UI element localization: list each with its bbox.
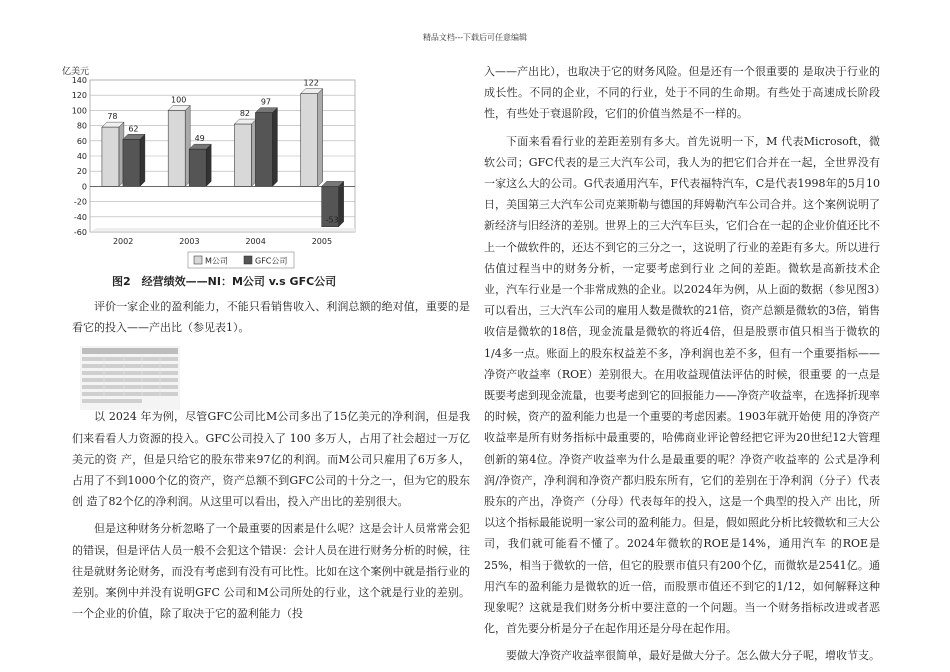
bar <box>301 94 318 187</box>
left-column <box>72 296 470 624</box>
bar <box>234 124 251 186</box>
right-column <box>484 61 880 667</box>
data-label: 62 <box>128 124 139 134</box>
bar <box>255 113 272 187</box>
y-tick-label: 0 <box>81 182 87 192</box>
y-tick-label: -60 <box>73 228 87 237</box>
legend-label: M公司 <box>205 256 228 266</box>
bar <box>102 127 119 186</box>
figure-caption: 图2 经营绩效——NI：M公司 v.s GFC公司 <box>112 275 337 288</box>
x-tick-label: 2005 <box>311 237 333 246</box>
bar <box>189 149 206 186</box>
y-tick-label: 80 <box>76 121 87 131</box>
right-paragraph-2: 要做大净资产收益率很简单，最好是做大分子。怎么做大分子呢，增收节支。 <box>506 649 880 663</box>
y-tick-label: 40 <box>76 152 87 161</box>
y-tick-label: 120 <box>71 91 87 101</box>
y-tick-label: -20 <box>73 197 87 207</box>
x-tick-label: 2003 <box>179 237 200 246</box>
legend-swatch <box>244 256 252 264</box>
data-label: 100 <box>171 95 187 105</box>
bar <box>123 139 140 186</box>
right-paragraph-0: 入——产出比），也取决于它的财务风险。但是还有一个很重要的 是取决于行业的成长性。不同的企业，不同的行业，处于不同的生命期。有些处于高速成长阶段性，有些处于衰退阶段，它们的价值当然是不一样的。 <box>484 65 880 121</box>
x-tick-label: 2002 <box>112 237 134 246</box>
bar-side <box>206 144 211 186</box>
y-tick-label: 20 <box>76 167 87 177</box>
data-label: 82 <box>239 109 251 119</box>
right-paragraph-1: 下面来看看行业的差距差别有多大。首先说明一下，M 代表Microsoft，微软公司；GFC代表的是三大汽车公司，我人为的把它们合并在一起，全世界没有一家这么大的公司。G代表通用汽车，F代表福特汽车，C是代表1998年的5月10日，美国第三大汽车公司克莱斯勒与德国的拜姆勒汽车公司合并。这个案例说明了新经济与旧经济的差别。世界上的三大汽车巨头，它们合在一起的企业价值还比不上一个做软件的，还达不到它的三分之一，这说明了行业的差距有多大。所以进行估值过程当中的财务分析，一定要考虑到行业 之间的差距。微软是高新技术企业，汽车行业是一个非常成熟的企业。以2024年为例，从上面的数据（参见图3）可以看出，三大汽车公司的雇用人数是微软的21倍，资产总额是微软的3倍，销售收信是微软的18倍，现金流量是微软的将近4倍，但是股票市值只相当于微软的1/4多一点。账面上的股东权益差不多，净利润也差不多，但有一个重要指标——净资产收益率（ROE）差别很大。在用收益现值法评估的时候，很重要 的一点是既要考虑到现金流量，也要考虑到它的回报能力——净资产收益率，在选择折现率的时候，资产的盈利能力也是一个重要的考虑因素。1903年就开始使 用的净资产收益率是所有财务指标中最重要的，哈佛商业评论曾经把它评为20世纪12大管理创新的第4位。净资产收益率为什么是最重要的呢？净资产收益率的 公式是净利润/净资产，净利润和净资产都归股东所有，它们的差别在于净利润（分子）代表股东的产出，净资产（分母）代表每年的投入，这是一个典型的投入产 出比，所以这个指标最能说明一家公司的盈利能力。但是，假如照此分析比较微软和三大公司，我们就可能看不懂了。2024年微软的ROE是14%，通用汽车 的ROE是25%，相当于微软的一倍，但它的股票市值只有200个亿，而微软是2541亿。通用汽车的盈利能力是微软的近一倍，而股票市值还不到它的1/12，如何解释这种现象呢？这就是我们财务分析中要注意的一个问题。当一个财务指标改进或者恶化，首先要分析是分子在起作用还是分母在起作用。 <box>484 134 880 636</box>
data-label: 78 <box>107 112 118 122</box>
left-paragraph-2: 以 2024 年为例，尽管GFC公司比M公司多出了15亿美元的净利润，但是我们来看看人力资源的投入。GFC公司投入了 100 多万人，占用了社会超过一万亿美元的资 产，但是只给它的股东带来97亿的利润。而M公司只雇用了6万多人，占用了不到1000个亿的资产，资产总额不到GFC公司的十分之一，但为它的股东创 造了82个亿的净利润。从这里可以看出，投入产出比的差别很大。 <box>72 410 470 509</box>
bar <box>168 110 185 186</box>
y-tick-label: -40 <box>73 212 87 222</box>
legend-label: GFC公司 <box>255 256 288 266</box>
y-tick-label: 140 <box>71 76 87 85</box>
data-label: -53 <box>325 215 339 225</box>
bar-side <box>339 181 344 226</box>
bar-side <box>140 134 145 186</box>
legend-swatch <box>194 256 202 264</box>
bar-side <box>272 108 277 187</box>
net-income-bar-chart <box>60 64 360 304</box>
left-paragraph-3: 但是这种财务分析忽略了一个最重要的因素是什么呢？这是会计人员常常会犯的错误，但是评估人员一般不会犯这个错误：会计人员在进行财务分析的时候，往往是就财务论财务，而没有考虑到有没有可比性。比如在这个案例中就是指行业的差别。案例中并没有说明GFC 公司和M公司所处的行业，这个就是行业的差别。一个企业的价值，除了取决于它的盈利能力（投 <box>72 522 470 621</box>
page-header: 精品文档---下载后可任意编辑 <box>422 33 528 42</box>
floor-shade <box>90 228 355 232</box>
left-paragraph-1: 评价一家企业的盈利能力，不能只看销售收入、利润总额的绝对值，重要的是看它的投入——产出比（参见表1）。 <box>72 300 470 335</box>
y-tick-label: 60 <box>76 136 87 146</box>
data-label: 49 <box>194 134 205 144</box>
y-tick-label: 100 <box>71 106 87 116</box>
bar-side <box>318 89 323 187</box>
y-axis-label: 亿美元 <box>62 67 90 77</box>
x-tick-label: 2004 <box>245 237 266 246</box>
data-label: 97 <box>260 97 272 107</box>
data-label: 122 <box>303 78 319 88</box>
